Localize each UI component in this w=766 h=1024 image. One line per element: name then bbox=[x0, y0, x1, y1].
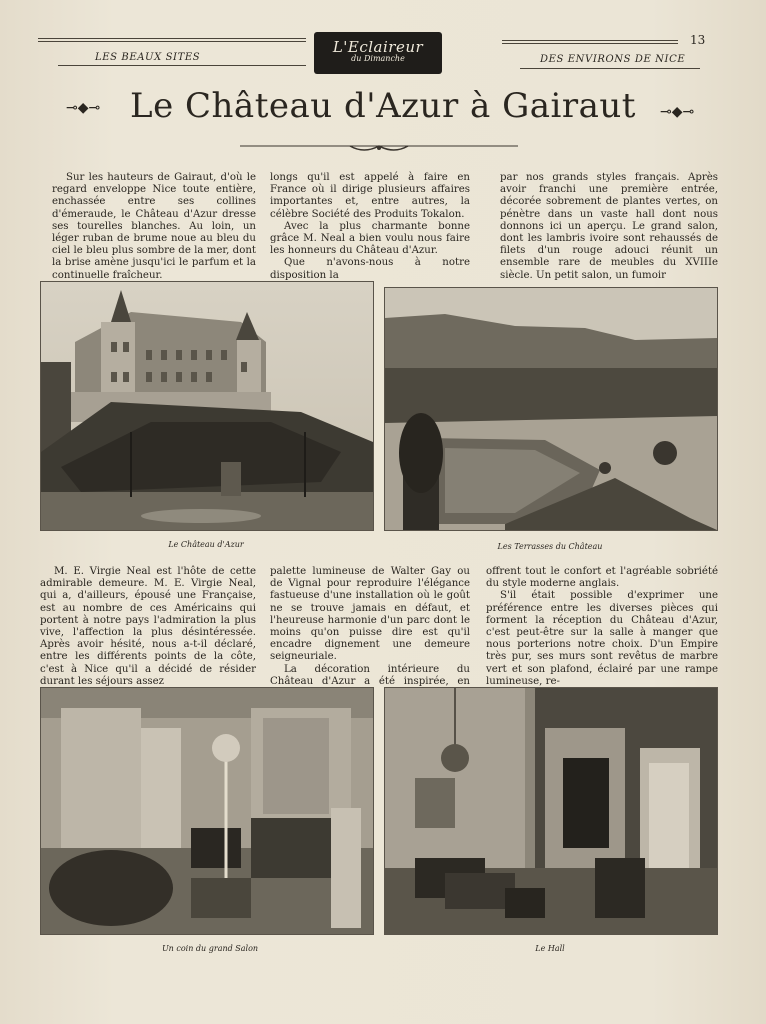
masthead-logo bbox=[314, 32, 442, 74]
hall-image bbox=[385, 688, 717, 934]
right-running-head: DES ENVIRONS DE NICE bbox=[540, 54, 686, 65]
terrasses-image bbox=[385, 288, 717, 530]
salon-image bbox=[41, 688, 373, 934]
article-title: Le Château d'Azur à Gairaut bbox=[130, 86, 636, 126]
paragraph: La décoration intérieure du Château d'Azur a été inspirée, en bbox=[270, 663, 470, 687]
left-running-head: LES BEAUX SITES bbox=[95, 52, 201, 63]
paragraph: S'il était possible d'exprimer une préférence entre les diverses pièces qui forment la réception du Château d'Azur, c'est peut-être sur la salle à manger que nous porterions notre choix. D'un Empire très pur, ses murs sont revêtus de marbre vert et son plafond, éclairé par une rampe lumineuse, re- bbox=[486, 590, 718, 687]
title-ornament-left: ⊸◆⊸ bbox=[66, 100, 101, 116]
block2-column1 bbox=[40, 566, 256, 688]
header-rule-right-top bbox=[502, 40, 678, 44]
photo-chateau bbox=[40, 281, 374, 531]
block1-column1 bbox=[52, 172, 256, 282]
page-number: 13 bbox=[690, 33, 706, 47]
photo-terrasses bbox=[384, 287, 718, 531]
caption-terrasses: Les Terrasses du Château bbox=[497, 542, 603, 551]
photo-grand-salon bbox=[40, 687, 374, 935]
caption-hall: Le Hall bbox=[535, 944, 565, 953]
logo-subtitle: du Dimanche bbox=[351, 54, 405, 63]
paragraph: Avec la plus charmante bonne grâce M. Neal a bien voulu nous faire les honneurs du Château d'Azur. bbox=[270, 220, 470, 257]
header-rule-right-bottom bbox=[520, 68, 700, 71]
scroll-ornament-icon bbox=[240, 142, 518, 154]
title-ornament-right: ⊸◆⊸ bbox=[660, 104, 695, 120]
photo-hall bbox=[384, 687, 718, 935]
paragraph: Que n'avons-nous à notre disposition la bbox=[270, 257, 470, 281]
caption-chateau: Le Château d'Azur bbox=[168, 540, 244, 549]
title-underline-ornament bbox=[240, 139, 518, 151]
block1-column2 bbox=[270, 172, 470, 282]
paragraph: par nos grands styles français. Après avoir franchi une première entrée, décorée sobrement de plantes vertes, on pénètre dans un vaste hall dont nous donnons ici un aperçu. Le grand salon, dont les lambris ivoire sont rehaussés de filets d'un rouge adouci réunit un ensemble rare de meubles du XVIIIe siècle. Un petit salon, un fumoir bbox=[500, 172, 718, 281]
logo-title: L'Eclaireur bbox=[332, 38, 424, 56]
paragraph: Sur les hauteurs de Gairaut, d'où le regard enveloppe Nice toute entière, enchassée entre ses collines d'émeraude, le Château d'Azur dresse ses tourelles blanches. Au loin, un léger ruban de brume noue au bleu du ciel le bleu plus sombre de la mer, dont la brise amène jusqu'ici le parfum et la continuelle fraîcheur. bbox=[52, 172, 256, 281]
block1-column3 bbox=[500, 172, 718, 282]
paragraph: longs qu'il est appelé à faire en France où il dirige plusieurs affaires importantes et, entre autres, la célèbre Société des Produits Tokalon. bbox=[270, 172, 470, 220]
block2-column3 bbox=[486, 566, 718, 688]
header-rule-left-top bbox=[38, 38, 306, 42]
paragraph: offrent tout le confort et l'agréable sobriété du style moderne anglais. bbox=[486, 566, 718, 590]
caption-grand-salon: Un coin du grand Salon bbox=[161, 944, 259, 953]
chateau-image bbox=[41, 282, 373, 530]
header-rule-left-bottom bbox=[58, 65, 306, 68]
block2-column2 bbox=[270, 566, 470, 700]
paragraph: M. E. Virgie Neal est l'hôte de cette admirable demeure. M. E. Virgie Neal, qui a, d'ailleurs, épousé une Française, est au nombre de ces Américains qui portent à notre pays l'admiration la plus vive, l'affection la plus désintéressée. Après avoir hésité, nous a-t-il déclaré, entre les différents points de la côte, c'est à Nice qu'il a décidé de résider durant les séjours assez bbox=[40, 566, 256, 687]
paragraph: palette lumineuse de Walter Gay ou de Vignal pour reproduire l'élégance fastueuse d'une installation où le goût ne se trouve jamais en défaut, et l'heureuse harmonie d'un parc dont le moins qu'on puisse dire est qu'il encadre dignement une demeure seigneuriale. bbox=[270, 566, 470, 663]
